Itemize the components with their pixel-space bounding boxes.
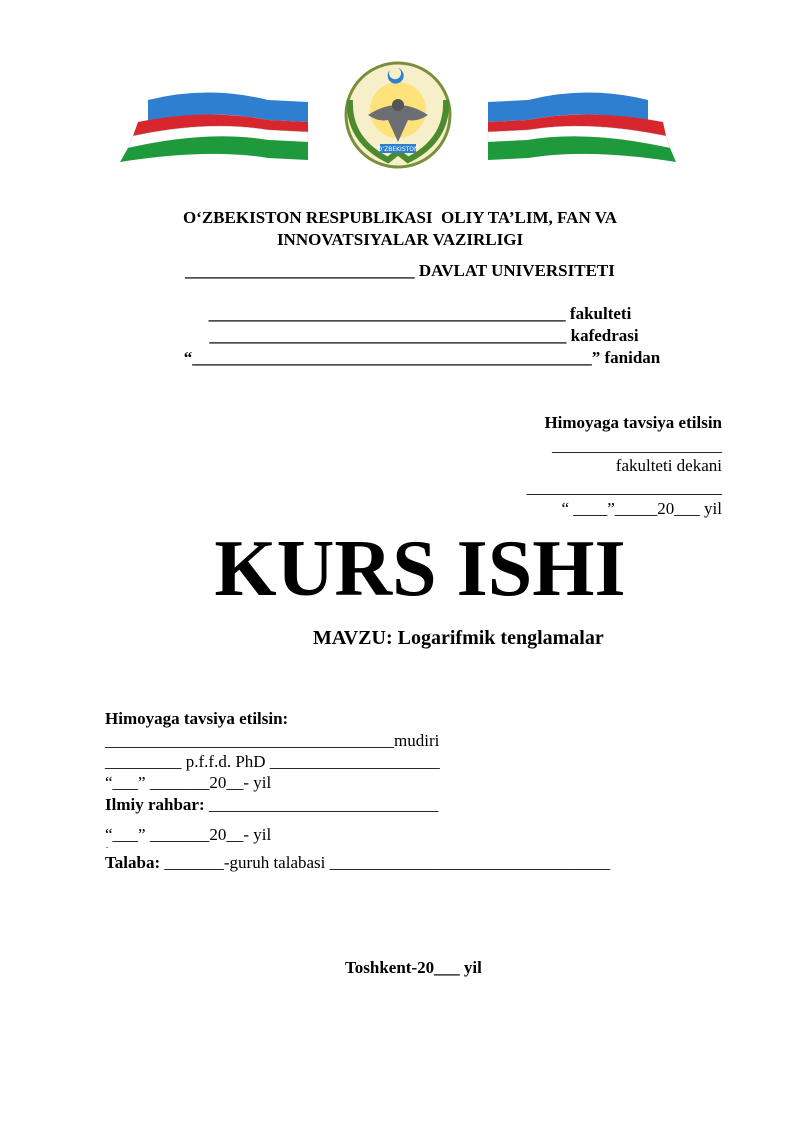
department-line: __________________________________________ kafedrasi [209,326,639,345]
student-line [105,853,610,873]
stray-mark: ˇ [106,846,109,854]
approval-date-2: “___” _______20__- yil [105,825,272,844]
dean-name-blank: _______________________ [526,478,722,497]
state-seal [346,63,450,167]
subject-line: “_______________________________________________” fanidan [183,348,661,367]
student-label: Talaba: [105,853,161,872]
ministry-line-1: O‘ZBEKISTON RESPUBLIKASI OLIY TA’LIM, FAN VA [182,208,618,227]
coat-of-arms-emblem [118,60,678,170]
dean-signature-blank: ____________________ [552,436,722,455]
left-flag [120,93,308,163]
approval-date-1: “___” _______20__- yil [105,773,272,792]
right-flag [488,93,676,163]
emblem-ribbon-text: O‘ZBEKISTON [377,146,419,153]
faculty-line: __________________________________________ fakulteti [208,304,632,323]
supervisor-line [105,795,438,815]
university-line: ___________________________ DAVLAT UNIVERSITETI [185,261,615,280]
supervisor-label: Ilmiy rahbar: [105,795,205,814]
approval-heading-bottom: Himoyaga tavsiya etilsin: [105,709,289,728]
approval-date-top: “ ____”_____20___ yil [561,499,722,518]
dean-label: fakulteti dekani [615,456,722,475]
topic-line: MAVZU: Logarifmik tenglamalar [313,627,604,649]
document-title: KURS ISHI [214,525,626,613]
department-head-line: __________________________________mudiri [105,731,440,750]
city-year: Toshkent-20___ yil [345,958,482,977]
supervisor-blank: ___________________________ [204,795,439,814]
ministry-line-2: INNOVATSIYALAR VAZIRLIGI [276,230,524,249]
degree-line: _________ p.f.f.d. PhD ____________________ [105,752,440,771]
student-blank: _______-guruh talabasi _________________________________ [160,853,611,872]
approval-heading-top: Himoyaga tavsiya etilsin [544,413,722,432]
